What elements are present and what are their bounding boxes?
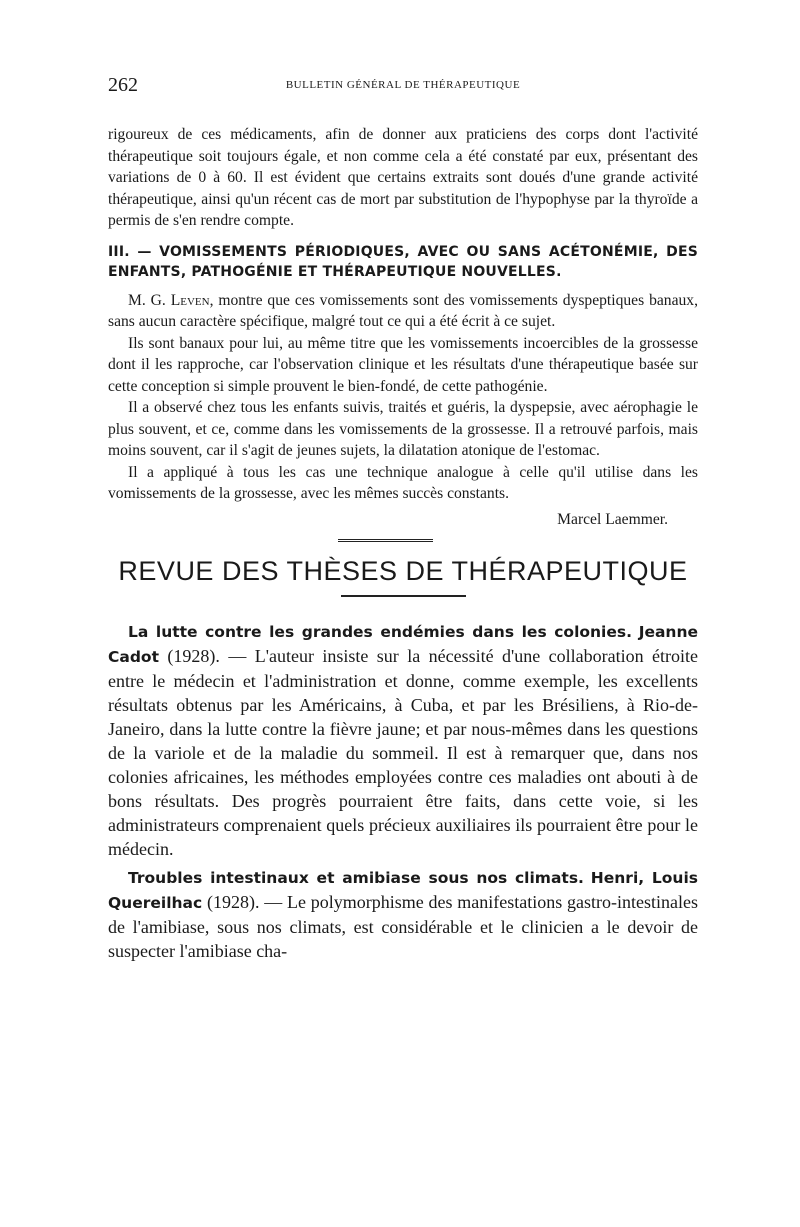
entry-title: Troubles intestinaux et amibiase sous nos climats. (128, 868, 584, 887)
paragraph-text: , montre que ces vomissements sont des vomissements dyspeptiques banaux, sans aucun caractère spécifique, malgré tout ce qui a été écrit à ce sujet. (108, 291, 698, 330)
page (108, 74, 698, 963)
revue-title: REVUE DES THÈSES DE THÉRAPEUTIQUE (118, 555, 688, 586)
running-title: BULLETIN GÉNÉRAL DE THÉRAPEUTIQUE (285, 79, 521, 91)
section-paragraph-3: Il a observé chez tous les enfants suivis, traités et guéris, la dyspepsie, avec aérophagie le plus souvent, et ce, comme dans les vomissements de la grossesse. Il a retrouvé parfois, mais moins souvent, car il s'agit de jeunes sujets, la dilatation atonique de l'estomac. (108, 399, 698, 459)
section-paragraph-1 (108, 290, 698, 333)
page-number: 262 (108, 74, 138, 96)
entry-author: Henri, Louis Quereilhac (108, 868, 698, 912)
section-heading: III. — VOMISSEMENTS PÉRIODIQUES, AVEC OU SANS ACÉTONÉMIE, DES ENFANTS, PATHOGÉNIE ET THÉRAPEUTIQUE NOUVELLES. (108, 243, 698, 280)
section-paragraph-2: Ils sont banaux pour lui, au même titre que les vomissements incoercibles de la grossesse dont il les rapproche, car l'observation clinique et les résultats d'une thérapeutique basée sur cette conception si simple prouvent le bien-fondé, de cette pathogénie. (108, 334, 698, 395)
entry-year: (1928). (206, 891, 260, 912)
entry-title: La lutte contre les grandes endémies dans les colonies. (128, 622, 633, 641)
entry-text: — Le polymorphisme des manifestations gastro-intestinales de l'amibiase, sous nos climats, est considérable et le clinicien a le devoir de suspecter l'amibiase cha- (108, 891, 699, 961)
entry-author: Jeanne Cadot (108, 622, 699, 666)
page-header (108, 74, 698, 100)
review-entry-2 (108, 865, 698, 963)
entry-year: (1928). (167, 645, 220, 666)
entry-text: — L'auteur insiste sur la nécessité d'une collaboration étroite entre le médecin et l'administration et donne, comme exemple, les excellents résultats obtenus par les Américains, à Cuba, et par les Brésiliens, à Rio-de-Janeiro, dans la lutte contre la fièvre jaune; et par nous-mêmes dans les questions de la variole et de la maladie du sommeil. Il est à remarquer que, dans nos colonies africaines, les méthodes employées contre ces maladies ont abouti à de bons résultats. Des progrès pourraient être faits, dans cette voie, si les administrateurs comprenaient quels précieux auxiliaires ils pourraient être pour le médecin. (108, 645, 698, 859)
intro-paragraph: rigoureux de ces médicaments, afin de donner aux praticiens des corps dont l'activité thérapeutique soit toujours égale, et non comme cela a été constaté par eux, présentant des variations de 0 à 60. Il est évident que certains extraits sont doués d'une grande activité thérapeutique, ainsi qu'un récent cas de mort par substitution de l'hypophyse par la thyroïde a permis de s'en rendre compte. (108, 126, 698, 229)
section-paragraph-4: Il a appliqué à tous les cas une technique analogue à celle qu'il utilise dans les vomissements de la grossesse, avec les mêmes succès constants. (108, 463, 698, 502)
author-name: M. G. Leven (128, 291, 210, 309)
title-underline (341, 595, 466, 597)
section-divider (338, 539, 433, 542)
signature: Marcel Laemmer. (557, 510, 668, 528)
review-entry-1 (108, 619, 698, 861)
